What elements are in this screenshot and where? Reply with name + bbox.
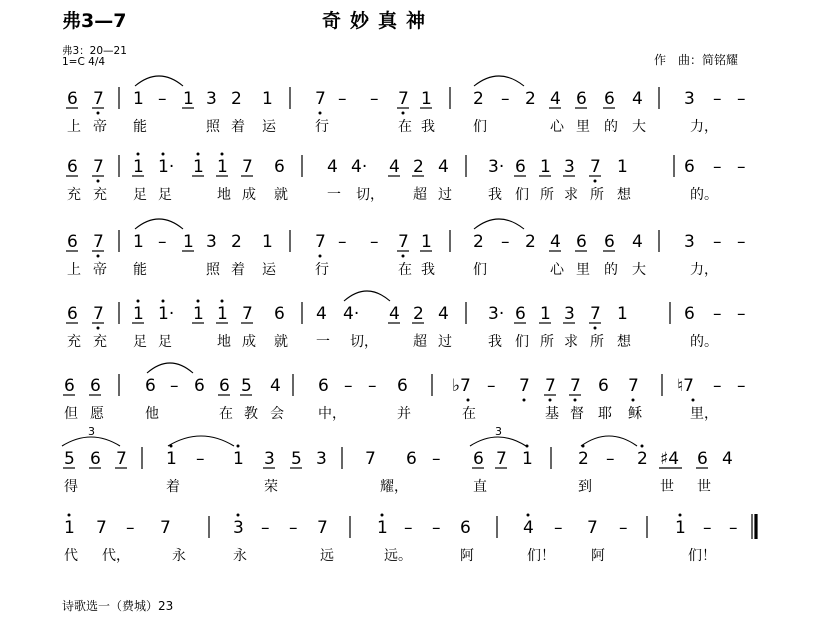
note: 6: [598, 376, 609, 396]
note: 1: [133, 157, 144, 177]
note: 4: [438, 304, 449, 324]
slur: [581, 436, 637, 446]
sustain-dash: –: [737, 376, 746, 396]
lyric-syllable: 会: [270, 406, 284, 422]
note: 6: [397, 376, 408, 396]
note: 2: [231, 232, 242, 252]
sustain-dash: –: [606, 449, 615, 469]
sustain-dash: –: [170, 376, 179, 396]
sustain-dash: –: [338, 89, 347, 109]
note: 7: [545, 376, 556, 396]
note: 7: [590, 157, 601, 177]
high-octave-dot: [197, 300, 200, 303]
lyric-syllable: 远。: [384, 548, 412, 564]
high-octave-dot: [527, 514, 530, 517]
lyric-syllable: 代，: [102, 548, 130, 564]
note: 4: [438, 157, 449, 177]
note: 1: [217, 304, 228, 324]
note: 1: [217, 157, 228, 177]
lyric-syllable: 足: [158, 187, 172, 203]
lyric-syllable: 充: [67, 187, 81, 203]
lyric-syllable: 帝: [93, 119, 107, 135]
lyric-syllable: 在: [398, 119, 412, 135]
slur: [135, 76, 183, 86]
sustain-dash: –: [501, 89, 510, 109]
note: 5: [64, 449, 75, 469]
note: 7: [398, 232, 409, 252]
note: 1: [133, 304, 144, 324]
composer-credit: 作 曲：简铭耀: [654, 53, 739, 67]
lyric-syllable: 在: [398, 262, 412, 278]
note: 3: [564, 304, 575, 324]
lyric-syllable: 一: [316, 334, 330, 350]
note: 2: [525, 232, 536, 252]
note: 6: [515, 304, 526, 324]
sustain-dash: –: [432, 449, 441, 469]
note: 7: [93, 157, 104, 177]
note: 7: [96, 518, 107, 538]
lyric-syllable: 力，: [690, 119, 718, 135]
high-octave-dot: [221, 153, 224, 156]
note: 4: [550, 89, 561, 109]
lyric-syllable: 督: [570, 406, 584, 422]
lyric-syllable: 过: [438, 334, 452, 350]
low-octave-dot: [574, 399, 577, 402]
lyric-syllable: 大: [632, 262, 646, 278]
note: 7: [587, 518, 598, 538]
low-octave-dot: [97, 112, 100, 115]
lyric-syllable: 想: [617, 187, 631, 203]
note: 4: [270, 376, 281, 396]
lyric-syllable: 们！: [688, 548, 716, 564]
note: 1·: [158, 304, 175, 324]
note: 6: [604, 89, 615, 109]
note: 1: [617, 304, 628, 324]
lyric-syllable: 照: [206, 119, 220, 135]
sustain-dash: –: [713, 157, 722, 177]
note: 3: [684, 232, 695, 252]
lyric-syllable: 切，: [356, 187, 384, 203]
note: 7: [570, 376, 581, 396]
note: 6: [67, 157, 78, 177]
lyric-syllable: 代: [64, 548, 78, 564]
triplet-arc: [470, 437, 526, 446]
lyric-syllable: 超: [413, 334, 427, 350]
note: 7: [519, 376, 530, 396]
high-octave-dot: [137, 153, 140, 156]
sustain-dash: –: [737, 157, 746, 177]
lyric-syllable: 教: [244, 406, 258, 422]
note: 6: [194, 376, 205, 396]
high-octave-dot: [221, 300, 224, 303]
note: 4: [523, 518, 534, 538]
lyric-syllable: 直: [473, 479, 487, 495]
lyric-syllable: 耶: [598, 406, 612, 422]
low-octave-dot: [97, 255, 100, 258]
note: 4: [632, 232, 643, 252]
lyric-syllable: 过: [438, 187, 452, 203]
note: 2: [578, 449, 589, 469]
note: 6: [145, 376, 156, 396]
lyric-syllable: 们: [515, 187, 529, 203]
note: 4: [550, 232, 561, 252]
lyric-syllable: 们！: [527, 548, 555, 564]
triplet-mark: 3: [495, 425, 502, 438]
low-octave-dot: [402, 255, 405, 258]
note: 3: [684, 89, 695, 109]
note: 3·: [488, 304, 505, 324]
note: 1: [193, 304, 204, 324]
lyric-syllable: 们: [473, 262, 487, 278]
lyric-syllable: 他: [145, 406, 159, 422]
lyric-syllable: 着: [166, 479, 180, 495]
lyric-syllable: 稣: [628, 406, 642, 422]
note: 4: [632, 89, 643, 109]
sustain-dash: –: [432, 518, 441, 538]
low-octave-dot: [97, 327, 100, 330]
slur: [344, 291, 390, 301]
lyric-syllable: 在: [462, 406, 476, 422]
note: 7: [116, 449, 127, 469]
note: 6: [90, 449, 101, 469]
lyric-syllable: 得: [64, 479, 78, 495]
note: 4: [722, 449, 733, 469]
note: 1: [522, 449, 533, 469]
sustain-dash: –: [554, 518, 563, 538]
sustain-dash: –: [713, 89, 722, 109]
slur: [474, 76, 524, 86]
note: 1: [133, 89, 144, 109]
lyric-syllable: 我: [421, 262, 435, 278]
lyric-syllable: 阿: [591, 548, 605, 564]
high-octave-dot: [237, 445, 240, 448]
lyric-syllable: 地: [217, 187, 231, 203]
note: 1: [421, 232, 432, 252]
note: 2: [231, 89, 242, 109]
note: 7: [160, 518, 171, 538]
lyric-syllable: 我: [488, 334, 502, 350]
note: ♯4: [660, 449, 680, 469]
note: 7: [93, 304, 104, 324]
note: 5: [241, 376, 252, 396]
lyric-syllable: 耀，: [380, 479, 408, 495]
scripture-reference: 弗3：20—21: [62, 45, 127, 57]
lyric-syllable: 帝: [93, 262, 107, 278]
high-octave-dot: [641, 445, 644, 448]
note: 4: [389, 157, 400, 177]
note: 7: [315, 232, 326, 252]
note: 6: [318, 376, 329, 396]
lyric-syllable: 基: [545, 406, 559, 422]
lyric-syllable: 永: [172, 548, 186, 564]
note: 2: [525, 89, 536, 109]
sustain-dash: –: [487, 376, 496, 396]
note: 5: [291, 449, 302, 469]
note: 7: [315, 89, 326, 109]
note: 2: [413, 304, 424, 324]
low-octave-dot: [319, 255, 322, 258]
sustain-dash: –: [619, 518, 628, 538]
note: 6: [604, 232, 615, 252]
note: 3: [206, 232, 217, 252]
lyric-syllable: 充: [93, 187, 107, 203]
note: 4·: [343, 304, 360, 324]
low-octave-dot: [523, 399, 526, 402]
note: 1: [421, 89, 432, 109]
low-octave-dot: [467, 399, 470, 402]
sustain-dash: –: [713, 304, 722, 324]
lyric-syllable: 但: [64, 406, 78, 422]
low-octave-dot: [402, 112, 405, 115]
note: ♭7: [452, 376, 471, 396]
slur: [147, 363, 193, 373]
note: 6: [67, 304, 78, 324]
note: 6: [90, 376, 101, 396]
lyric-syllable: 地: [217, 334, 231, 350]
note: 1: [64, 518, 75, 538]
high-octave-dot: [679, 514, 682, 517]
key-and-time-signature: 1=C 4/4: [62, 56, 106, 68]
note: 6: [67, 89, 78, 109]
lyric-syllable: 运: [262, 262, 276, 278]
note: 2: [473, 89, 484, 109]
note: ♮7: [677, 376, 694, 396]
slur: [168, 436, 234, 446]
lyric-syllable: 着: [231, 119, 245, 135]
high-octave-dot: [162, 300, 165, 303]
note: 2: [413, 157, 424, 177]
low-octave-dot: [549, 399, 552, 402]
note: 4·: [351, 157, 368, 177]
sustain-dash: –: [703, 518, 712, 538]
note: 6: [64, 376, 75, 396]
lyric-syllable: 的: [604, 262, 618, 278]
sustain-dash: –: [196, 449, 205, 469]
lyric-syllable: 里: [576, 119, 590, 135]
note: 7: [242, 304, 253, 324]
low-octave-dot: [97, 180, 100, 183]
lyric-syllable: 充: [93, 334, 107, 350]
lyric-syllable: 切，: [350, 334, 378, 350]
high-octave-dot: [237, 514, 240, 517]
note: 1·: [158, 157, 175, 177]
lyric-syllable: 所: [590, 187, 604, 203]
note: 1: [675, 518, 686, 538]
lyric-syllable: 们: [473, 119, 487, 135]
lyric-syllable: 所: [540, 187, 554, 203]
lyric-syllable: 并: [397, 406, 411, 422]
lyric-syllable: 荣: [264, 479, 278, 495]
sustain-dash: –: [368, 376, 377, 396]
lyric-syllable: 能: [133, 119, 147, 135]
note: 7: [496, 449, 507, 469]
note: 3: [316, 449, 327, 469]
lyric-syllable: 着: [231, 262, 245, 278]
lyric-syllable: 足: [133, 187, 147, 203]
lyric-syllable: 世: [697, 479, 711, 495]
note: 1: [262, 89, 273, 109]
note: 4: [316, 304, 327, 324]
lyric-syllable: 超: [413, 187, 427, 203]
lyric-syllable: 就: [274, 334, 288, 350]
lyric-syllable: 我: [421, 119, 435, 135]
lyric-syllable: 们: [515, 334, 529, 350]
lyric-syllable: 大: [632, 119, 646, 135]
lyric-syllable: 到: [578, 479, 592, 495]
sustain-dash: –: [737, 304, 746, 324]
sustain-dash: –: [261, 518, 270, 538]
note: 6: [67, 232, 78, 252]
sustain-dash: –: [158, 232, 167, 252]
note: 6: [274, 304, 285, 324]
note: 1: [540, 157, 551, 177]
high-octave-dot: [68, 514, 71, 517]
note: 6: [697, 449, 708, 469]
lyric-syllable: 心: [550, 119, 564, 135]
lyric-syllable: 上: [67, 262, 81, 278]
sustain-dash: –: [737, 89, 746, 109]
lyric-syllable: 远: [320, 548, 334, 564]
sustain-dash: –: [126, 518, 135, 538]
note: 6: [473, 449, 484, 469]
note: 6: [684, 304, 695, 324]
source-footer: 诗歌选一（费城）23: [62, 599, 174, 613]
triplet-arc: [62, 437, 120, 446]
note: 2: [473, 232, 484, 252]
triplet-mark: 3: [88, 425, 95, 438]
lyric-syllable: 心: [550, 262, 564, 278]
high-octave-dot: [137, 300, 140, 303]
sustain-dash: –: [370, 232, 379, 252]
lyric-syllable: 一: [327, 187, 341, 203]
lyric-syllable: 所: [590, 334, 604, 350]
note: 7: [242, 157, 253, 177]
page-title: 奇妙真神: [322, 10, 435, 32]
note: 2: [637, 449, 648, 469]
lyric-syllable: 足: [158, 334, 172, 350]
sustain-dash: –: [729, 518, 738, 538]
note: 6: [460, 518, 471, 538]
lyric-syllable: 成: [242, 334, 256, 350]
low-octave-dot: [594, 327, 597, 330]
lyric-syllable: 中，: [318, 406, 346, 422]
note: 6: [684, 157, 695, 177]
lyric-syllable: 里，: [690, 406, 718, 422]
note: 4: [389, 304, 400, 324]
lyric-syllable: 行: [315, 262, 329, 278]
note: 6: [406, 449, 417, 469]
lyric-syllable: 上: [67, 119, 81, 135]
lyric-syllable: 能: [133, 262, 147, 278]
note: 1: [183, 232, 194, 252]
sustain-dash: –: [289, 518, 298, 538]
note: 7: [628, 376, 639, 396]
low-octave-dot: [319, 112, 322, 115]
sustain-dash: –: [713, 232, 722, 252]
note: 1: [183, 89, 194, 109]
lyric-syllable: 里: [576, 262, 590, 278]
note: 7: [93, 89, 104, 109]
lyric-syllable: 足: [133, 334, 147, 350]
low-octave-dot: [632, 399, 635, 402]
lyric-syllable: 求: [564, 334, 578, 350]
lyric-syllable: 运: [262, 119, 276, 135]
lyric-syllable: 永: [233, 548, 247, 564]
note: 1: [166, 449, 177, 469]
note: 7: [317, 518, 328, 538]
lyric-syllable: 充: [67, 334, 81, 350]
sustain-dash: –: [404, 518, 413, 538]
note: 3: [264, 449, 275, 469]
lyric-syllable: 就: [274, 187, 288, 203]
lyric-syllable: 想: [617, 334, 631, 350]
lyric-syllable: 我: [488, 187, 502, 203]
lyric-syllable: 求: [564, 187, 578, 203]
low-octave-dot: [594, 180, 597, 183]
lyric-syllable: 的。: [690, 334, 718, 350]
note: 6: [274, 157, 285, 177]
note: 7: [590, 304, 601, 324]
sustain-dash: –: [501, 232, 510, 252]
lyric-syllable: 阿: [460, 548, 474, 564]
sustain-dash: –: [338, 232, 347, 252]
high-octave-dot: [162, 153, 165, 156]
sustain-dash: –: [713, 376, 722, 396]
lyric-syllable: 的: [604, 119, 618, 135]
lyric-syllable: 力，: [690, 262, 718, 278]
note: 4: [327, 157, 338, 177]
note: 3: [564, 157, 575, 177]
lyric-syllable: 在: [219, 406, 233, 422]
note: 6: [576, 232, 587, 252]
note: 1: [377, 518, 388, 538]
high-octave-dot: [381, 514, 384, 517]
high-octave-dot: [197, 153, 200, 156]
note: 3: [233, 518, 244, 538]
note: 1: [233, 449, 244, 469]
note: 1: [617, 157, 628, 177]
sustain-dash: –: [370, 89, 379, 109]
lyric-syllable: 所: [540, 334, 554, 350]
note: 3·: [488, 157, 505, 177]
slur: [474, 219, 524, 229]
low-octave-dot: [692, 399, 695, 402]
note: 1: [262, 232, 273, 252]
note: 6: [576, 89, 587, 109]
note: 3: [206, 89, 217, 109]
note: 1: [540, 304, 551, 324]
note: 7: [398, 89, 409, 109]
lyric-syllable: 的。: [690, 187, 718, 203]
lyric-syllable: 成: [242, 187, 256, 203]
lyric-syllable: 行: [315, 119, 329, 135]
lyric-syllable: 世: [660, 479, 674, 495]
sustain-dash: –: [344, 376, 353, 396]
lyric-syllable: 照: [206, 262, 220, 278]
note: 7: [93, 232, 104, 252]
sustain-dash: –: [158, 89, 167, 109]
hymn-number: 弗3—7: [62, 10, 127, 32]
note: 1: [133, 232, 144, 252]
note: 6: [515, 157, 526, 177]
note: 7: [365, 449, 376, 469]
note: 6: [219, 376, 230, 396]
slur: [135, 219, 183, 229]
note: 1: [193, 157, 204, 177]
sustain-dash: –: [737, 232, 746, 252]
lyric-syllable: 愿: [90, 406, 104, 422]
